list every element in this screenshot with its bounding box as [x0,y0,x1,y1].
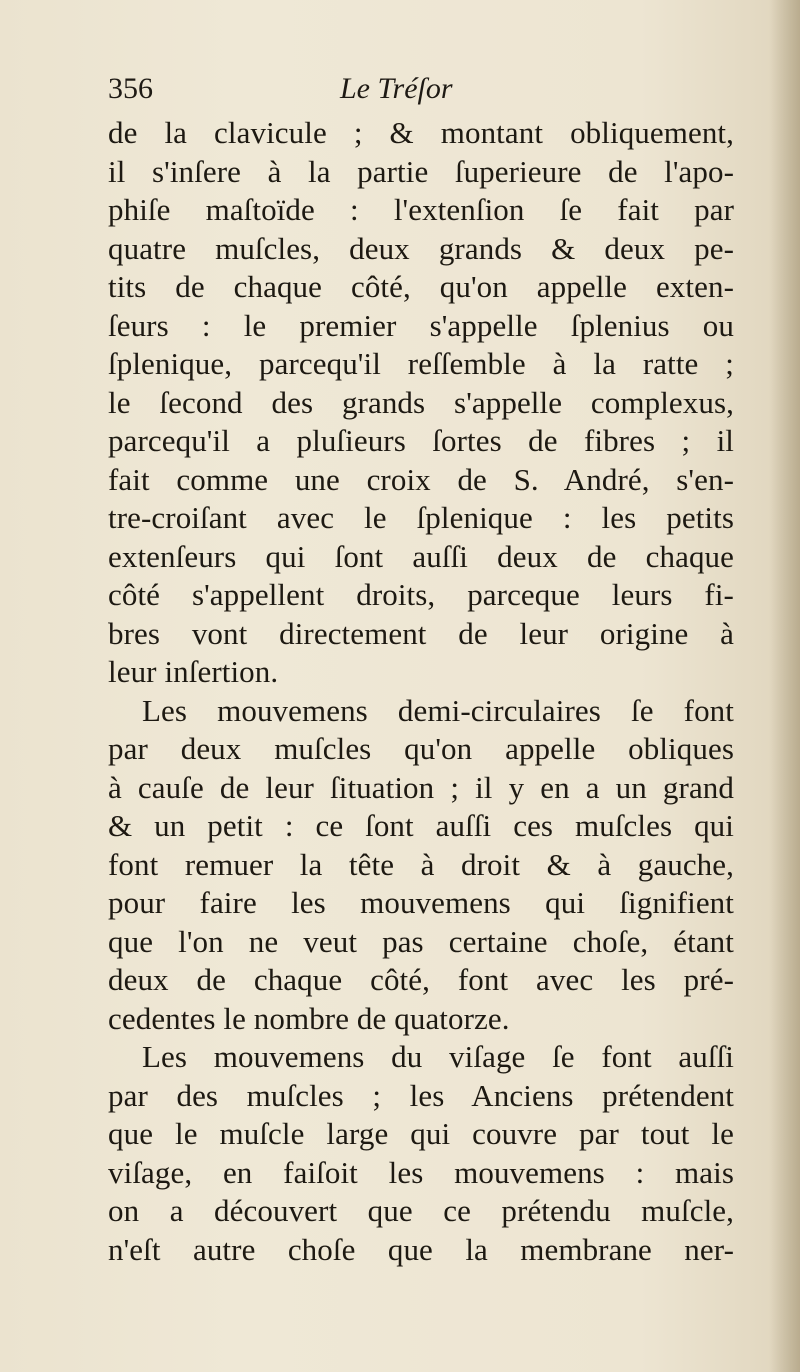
text-line: font remuer la tête à droit & à gauche, [108,846,734,882]
text-line: tre-croiſant avec le ſplenique : les petits [108,500,734,535]
page-edge-shadow [770,0,800,1372]
text-line: deux de chaque côté, font avec les pré- [108,962,734,997]
text-line: viſage, en faiſoit les mouvemens : mais [108,1154,734,1190]
text-line: que le muſcle large qui couvre par tout le [108,1116,734,1151]
text-line: quatre muſcles, deux grands & deux pe- [108,230,734,266]
body-text [108,114,734,1269]
text-line: tits de chaque côté, qu'on appelle exten- [108,269,734,304]
text-line: leur inſertion. [108,654,279,689]
text-line: fait comme une croix de S. André, s'en- [108,461,734,497]
text-line: phiſe maſtoïde : l'extenſion ſe fait par [108,192,734,227]
text-line: on a découvert que ce prétendu muſcle, [108,1193,734,1228]
text-line: ſplenique, parcequ'il reſſemble à la ratte ; [108,346,734,381]
text-line: le ſecond des grands s'appelle complexus, [108,384,734,420]
text-line: de la clavicule ; & montant obliquement, [108,115,734,150]
text-line: parcequ'il a pluſieurs ſortes de fibres ; il [108,423,734,458]
page-number: 356 [108,72,153,105]
text-line: extenſeurs qui ſont auſſi deux de chaque [108,538,734,574]
text-line: ſeurs : le premier s'appelle ſplenius ou [108,307,734,343]
text-line: n'eſt autre choſe que la membrane ner- [108,1231,734,1267]
text-line: & un petit : ce ſont auſſi ces muſcles qui [108,808,734,843]
text-line: à cauſe de leur ſituation ; il y en a un grand [108,769,734,805]
text-line: côté s'appellent droits, parceque leurs fi- [108,577,734,612]
text-line: il s'inſere à la partie ſuperieure de l'apo- [108,153,734,189]
page-title: Le Tréſor [340,72,453,105]
text-line: Les mouvemens demi-circulaires ſe font [142,692,734,728]
text-line: par deux muſcles qu'on appelle obliques [108,731,734,766]
running-head [108,72,728,116]
text-line: cedentes le nombre de quatorze. [108,1000,510,1036]
text-line: Les mouvemens du viſage ſe font auſſi [142,1039,734,1074]
text-line: pour faire les mouvemens qui ſignifient [108,885,734,920]
text-line: par des muſcles ; les Anciens prétendent [108,1077,734,1113]
text-line: que l'on ne veut pas certaine choſe, étant [108,923,734,959]
text-line: bres vont directement de leur origine à [108,615,734,651]
